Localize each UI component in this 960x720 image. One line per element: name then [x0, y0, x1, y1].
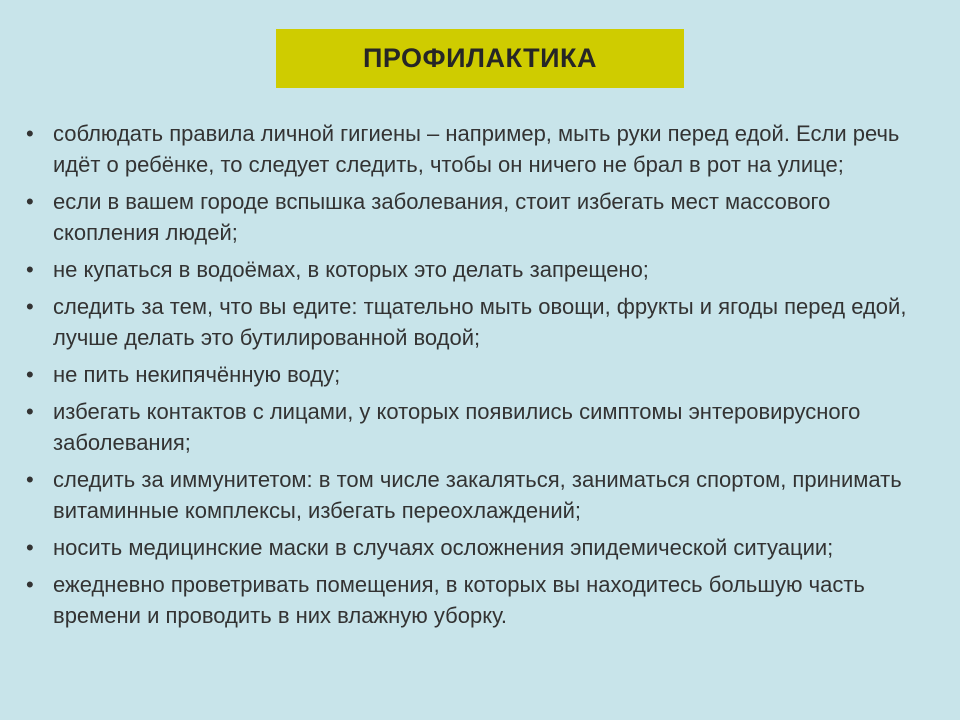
list-item	[26, 464, 936, 526]
list-item	[26, 359, 936, 390]
bullet-icon: •	[26, 535, 34, 560]
list-item	[26, 396, 936, 458]
list-item	[26, 186, 936, 248]
bullet-icon: •	[26, 189, 34, 214]
title-banner	[276, 29, 684, 88]
list-item-text: избегать контактов с лицами, у которых появились симптомы энтеровирусного заболевания;	[53, 399, 861, 455]
list-item-text: не купаться в водоёмах, в которых это делать запрещено;	[53, 257, 649, 282]
slide-title: ПРОФИЛАКТИКА	[363, 43, 597, 73]
list-item-text: не пить некипячённую воду;	[53, 362, 341, 387]
list-item-text: соблюдать правила личной гигиены – например, мыть руки перед едой. Если речь идёт о ребёнке, то следует следить, чтобы он ничего не брал в рот на улице;	[53, 121, 900, 177]
list-item	[26, 532, 936, 563]
bullet-list	[26, 118, 936, 637]
bullet-icon: •	[26, 121, 34, 146]
list-item	[26, 569, 936, 631]
list-item-text: следить за тем, что вы едите: тщательно мыть овощи, фрукты и ягоды перед едой, лучше делать это бутилированной водой;	[53, 294, 907, 350]
bullet-icon: •	[26, 399, 34, 424]
bullet-icon: •	[26, 257, 34, 282]
list-item	[26, 291, 936, 353]
bullet-icon: •	[26, 572, 34, 597]
list-item	[26, 118, 936, 180]
bullet-icon: •	[26, 362, 34, 387]
list-item	[26, 254, 936, 285]
list-item-text: если в вашем городе вспышка заболевания, стоит избегать мест массового скопления людей;	[53, 189, 831, 245]
bullet-icon: •	[26, 294, 34, 319]
list-item-text: носить медицинские маски в случаях осложнения эпидемической ситуации;	[53, 535, 834, 560]
list-item-text: следить за иммунитетом: в том числе закаляться, заниматься спортом, принимать витаминные комплексы, избегать переохлаждений;	[53, 467, 902, 523]
list-item-text: ежедневно проветривать помещения, в которых вы находитесь большую часть времени и проводить в них влажную уборку.	[53, 572, 865, 628]
bullet-icon: •	[26, 467, 34, 492]
